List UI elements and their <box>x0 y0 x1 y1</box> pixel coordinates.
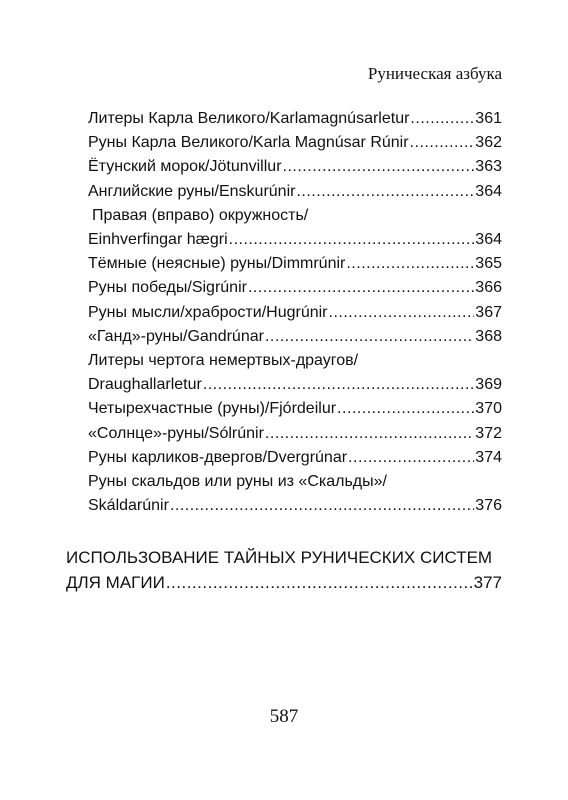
toc-entry-title: Руны Карла Великого/Karla Magnúsar Rúnir <box>88 134 409 152</box>
toc-section[interactable] <box>66 545 502 595</box>
dot-leader <box>410 131 475 155</box>
toc-entry[interactable] <box>88 180 502 204</box>
toc-entry[interactable] <box>88 301 502 325</box>
toc-entry-title: Einhverfingar hægri <box>88 231 228 249</box>
toc-entry-page: 361 <box>475 110 502 127</box>
toc-entry[interactable] <box>88 107 502 131</box>
toc-entry[interactable] <box>88 397 502 421</box>
toc-entry[interactable] <box>88 494 502 518</box>
toc-entry-title: «Ганд»-руны/Gandrúnar <box>88 327 264 345</box>
toc-entry-title-line1: Правая (вправо) окружность/ <box>92 206 309 224</box>
toc-entry-page: 374 <box>475 448 502 466</box>
toc-entry-page: 364 <box>475 231 502 249</box>
toc-entry-page: 365 <box>475 255 502 273</box>
section-page: 377 <box>473 573 502 592</box>
toc-entry[interactable] <box>88 422 502 446</box>
toc-entry[interactable] <box>88 131 502 155</box>
dot-leader <box>410 107 474 131</box>
dot-leader <box>265 325 474 349</box>
toc-entry-page: 366 <box>475 279 502 297</box>
dot-leader <box>348 446 474 470</box>
toc-entry-title: Английские руны/Enskurúnir <box>88 182 296 200</box>
dot-leader <box>203 373 474 397</box>
table-of-contents <box>88 107 502 518</box>
dot-leader <box>166 570 473 595</box>
toc-entry-page: 367 <box>475 303 502 321</box>
dot-leader <box>329 301 475 325</box>
dot-leader <box>170 494 474 518</box>
toc-entry-page: 364 <box>475 182 502 200</box>
toc-entry-page: 362 <box>475 134 502 152</box>
toc-entry-title-line1: Руны скальдов или руны из «Скальды»/ <box>88 473 387 491</box>
dot-leader <box>248 276 474 300</box>
section-title-line1: ИСПОЛЬЗОВАНИЕ ТАЙНЫХ РУНИЧЕСКИХ СИСТЕМ <box>66 548 493 567</box>
toc-entry-page: 372 <box>475 424 502 442</box>
toc-entry-title: Руны карликов-двергов/Dvergrúnar <box>88 448 348 466</box>
toc-entry[interactable] <box>88 325 502 349</box>
toc-entry[interactable] <box>88 155 502 179</box>
toc-entry-page: 368 <box>475 327 502 345</box>
toc-entry-title: Руны победы/Sigrúnir <box>88 279 247 297</box>
dot-leader <box>265 422 474 446</box>
toc-entry-title: Тёмные (неясные) руны/Dimmrúnir <box>88 255 346 273</box>
toc-entry-page: 376 <box>475 497 502 515</box>
running-head: Руническая азбука <box>367 64 502 83</box>
toc-entry[interactable] <box>88 373 502 397</box>
dot-leader <box>337 397 474 421</box>
dot-leader <box>283 155 475 179</box>
toc-entry-title: Литеры Карла Великого/Karlamagnúsarletur <box>88 110 410 127</box>
toc-entry-title: «Солнце»-руны/Sólrúnir <box>88 424 264 442</box>
toc-entry-page: 363 <box>475 158 502 176</box>
toc-entry-page: 369 <box>475 376 502 394</box>
toc-entry-title: Skáldarúnir <box>88 497 169 515</box>
page-number: 587 <box>269 706 299 727</box>
toc-entry[interactable] <box>88 276 502 300</box>
dot-leader <box>296 180 474 204</box>
dot-leader <box>229 228 475 252</box>
toc-entry[interactable] <box>88 446 502 470</box>
section-entry <box>66 570 502 595</box>
section-title: ДЛЯ МАГИИ <box>66 573 165 592</box>
toc-entry-title-line1: Литеры чертога немертвых-драугов/ <box>88 352 359 370</box>
toc-entry[interactable] <box>88 228 502 252</box>
toc-entry-page: 370 <box>475 400 502 418</box>
toc-entry-title: Руны мысли/храбрости/Hugrúnir <box>88 303 328 321</box>
toc-entry-title: Draughallarletur <box>88 376 202 394</box>
toc-entry-title: Четырехчастные (руны)/Fjórdeilur <box>88 400 337 418</box>
dot-leader <box>346 252 474 276</box>
toc-entry[interactable] <box>88 252 502 276</box>
toc-entry-title: Ётунский морок/Jötunvillur <box>88 158 282 176</box>
